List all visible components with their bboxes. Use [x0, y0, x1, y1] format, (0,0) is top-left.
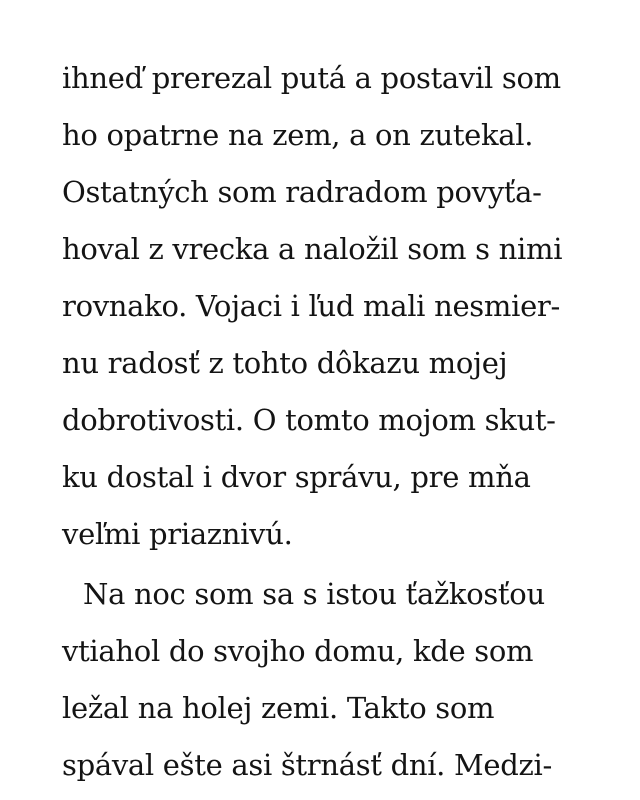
- paragraph-start-line: Na noc som sa s istou ťažkosťou: [83, 577, 545, 611]
- text-line: vtiahol do svojho domu, kde som: [62, 634, 534, 668]
- text-line: dobrotivosti. O tomto mojom skut-: [62, 403, 556, 437]
- text-line: ihneď prerezal putá a postavil som: [62, 61, 561, 95]
- text-line: veľmi priaznivú.: [62, 517, 293, 551]
- text-line: hoval z vrecka a naložil som s nimi: [62, 232, 563, 266]
- text-line: ho opatrne na zem, a on zutekal.: [62, 118, 534, 152]
- text-line: rovnako. Vojaci i ľud mali nesmier-: [62, 289, 560, 323]
- text-line: spával ešte asi štrnásť dní. Medzi-: [62, 748, 552, 782]
- text-line: nu radosť z tohto dôkazu mojej: [62, 346, 508, 380]
- text-line: ku dostal i dvor správu, pre mňa: [62, 460, 531, 494]
- text-line: Ostatných som radradom povyťa-: [62, 175, 542, 209]
- text-line: ležal na holej zemi. Takto som: [62, 691, 495, 725]
